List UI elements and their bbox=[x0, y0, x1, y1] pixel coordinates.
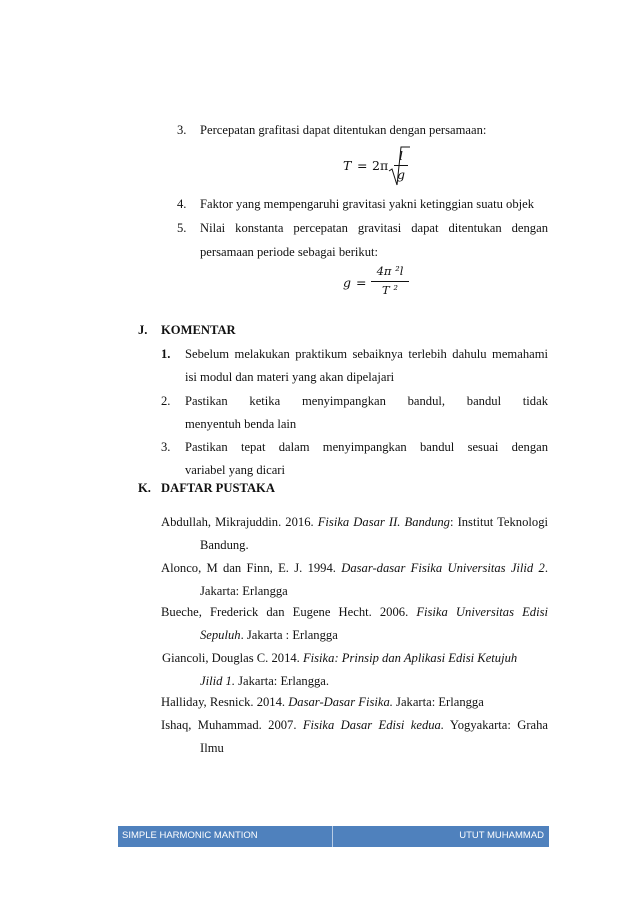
list-number: 1. bbox=[161, 347, 171, 361]
equals-sign: = bbox=[357, 158, 368, 173]
fraction-denominator: g bbox=[396, 167, 405, 182]
reference-entry-cont: Jilid 1. Jakarta: Erlangga. bbox=[200, 674, 330, 688]
footer-divider bbox=[332, 826, 333, 847]
list-item-text: Faktor yang mempengaruhi gravitasi yakni ketinggian suatu objek bbox=[200, 197, 535, 211]
equals-sign: = bbox=[356, 275, 367, 290]
fraction-denominator: T ² bbox=[382, 283, 398, 297]
footer-author: UTUT MUHAMMAD bbox=[459, 830, 544, 841]
fraction-numerator: 4π ²l bbox=[376, 264, 404, 278]
footer-title: SIMPLE HARMONIC MANTION bbox=[122, 830, 258, 841]
list-number: 2. bbox=[161, 394, 171, 408]
reference-entry: Abdullah, Mikrajuddin. 2016. Fisika Dasar II. Bandung: Institut Teknologi bbox=[161, 515, 548, 529]
equation-lhs: T bbox=[343, 158, 352, 173]
equation-lhs: g bbox=[343, 275, 352, 290]
list-number: 5. bbox=[177, 221, 187, 235]
reference-entry-cont: Ilmu bbox=[200, 741, 224, 755]
reference-entry: Ishaq, Muhammad. 2007. Fisika Dasar Edisi kedua. Yogyakarta: Graha bbox=[161, 718, 548, 732]
list-item-text: Percepatan grafitasi dapat ditentukan dengan persamaan: bbox=[200, 123, 487, 137]
equation-coefficient: 2π bbox=[372, 158, 389, 173]
list-item-text-cont: variabel yang dicari bbox=[185, 463, 285, 477]
gravity-equation bbox=[343, 262, 433, 300]
fraction-numerator: l bbox=[399, 148, 403, 163]
list-number: 3. bbox=[177, 123, 187, 137]
list-item-text: Nilai konstanta percepatan gravitasi dapat ditentukan dengan bbox=[200, 221, 548, 235]
list-number: 3. bbox=[161, 440, 171, 454]
section-heading-komentar: KOMENTAR bbox=[161, 323, 236, 337]
pendulum-period-equation bbox=[343, 145, 433, 187]
list-item-text: Pastikan tepat dalam menyimpangkan bandul sesuai dengan bbox=[185, 440, 548, 454]
fraction-bar bbox=[394, 165, 408, 166]
fraction-bar bbox=[371, 281, 409, 282]
list-number: 4. bbox=[177, 197, 187, 211]
list-item-text: Pastikan ketika menyimpangkan bandul, bandul tidak bbox=[185, 394, 548, 408]
reference-entry: Giancoli, Douglas C. 2014. Fisika: Prinsip dan Aplikasi Edisi Ketujuh bbox=[162, 651, 518, 665]
section-heading-pustaka: DAFTAR PUSTAKA bbox=[161, 481, 275, 495]
reference-entry-cont: Bandung. bbox=[200, 538, 249, 552]
reference-entry: Bueche, Frederick dan Eugene Hecht. 2006. Fisika Universitas Edisi bbox=[161, 605, 549, 619]
section-letter: J. bbox=[138, 323, 148, 337]
reference-entry-cont: Sepuluh. Jakarta : Erlangga bbox=[200, 628, 338, 642]
reference-entry: Halliday, Resnick. 2014. Dasar-Dasar Fisika. Jakarta: Erlangga bbox=[161, 695, 484, 709]
section-letter: K. bbox=[138, 481, 151, 495]
list-item-text: Sebelum melakukan praktikum sebaiknya terlebih dahulu memahami bbox=[185, 347, 548, 361]
reference-entry-cont: Jakarta: Erlangga bbox=[200, 584, 288, 598]
page-footer bbox=[118, 826, 549, 847]
reference-entry: Alonco, M dan Finn, E. J. 1994. Dasar-dasar Fisika Universitas Jilid 2. bbox=[161, 561, 548, 575]
list-item-text-cont: menyentuh benda lain bbox=[185, 417, 297, 431]
list-item-text-cont: isi modul dan materi yang akan dipelajari bbox=[185, 370, 395, 384]
list-item-text-cont: persamaan periode sebagai berikut: bbox=[200, 245, 378, 259]
